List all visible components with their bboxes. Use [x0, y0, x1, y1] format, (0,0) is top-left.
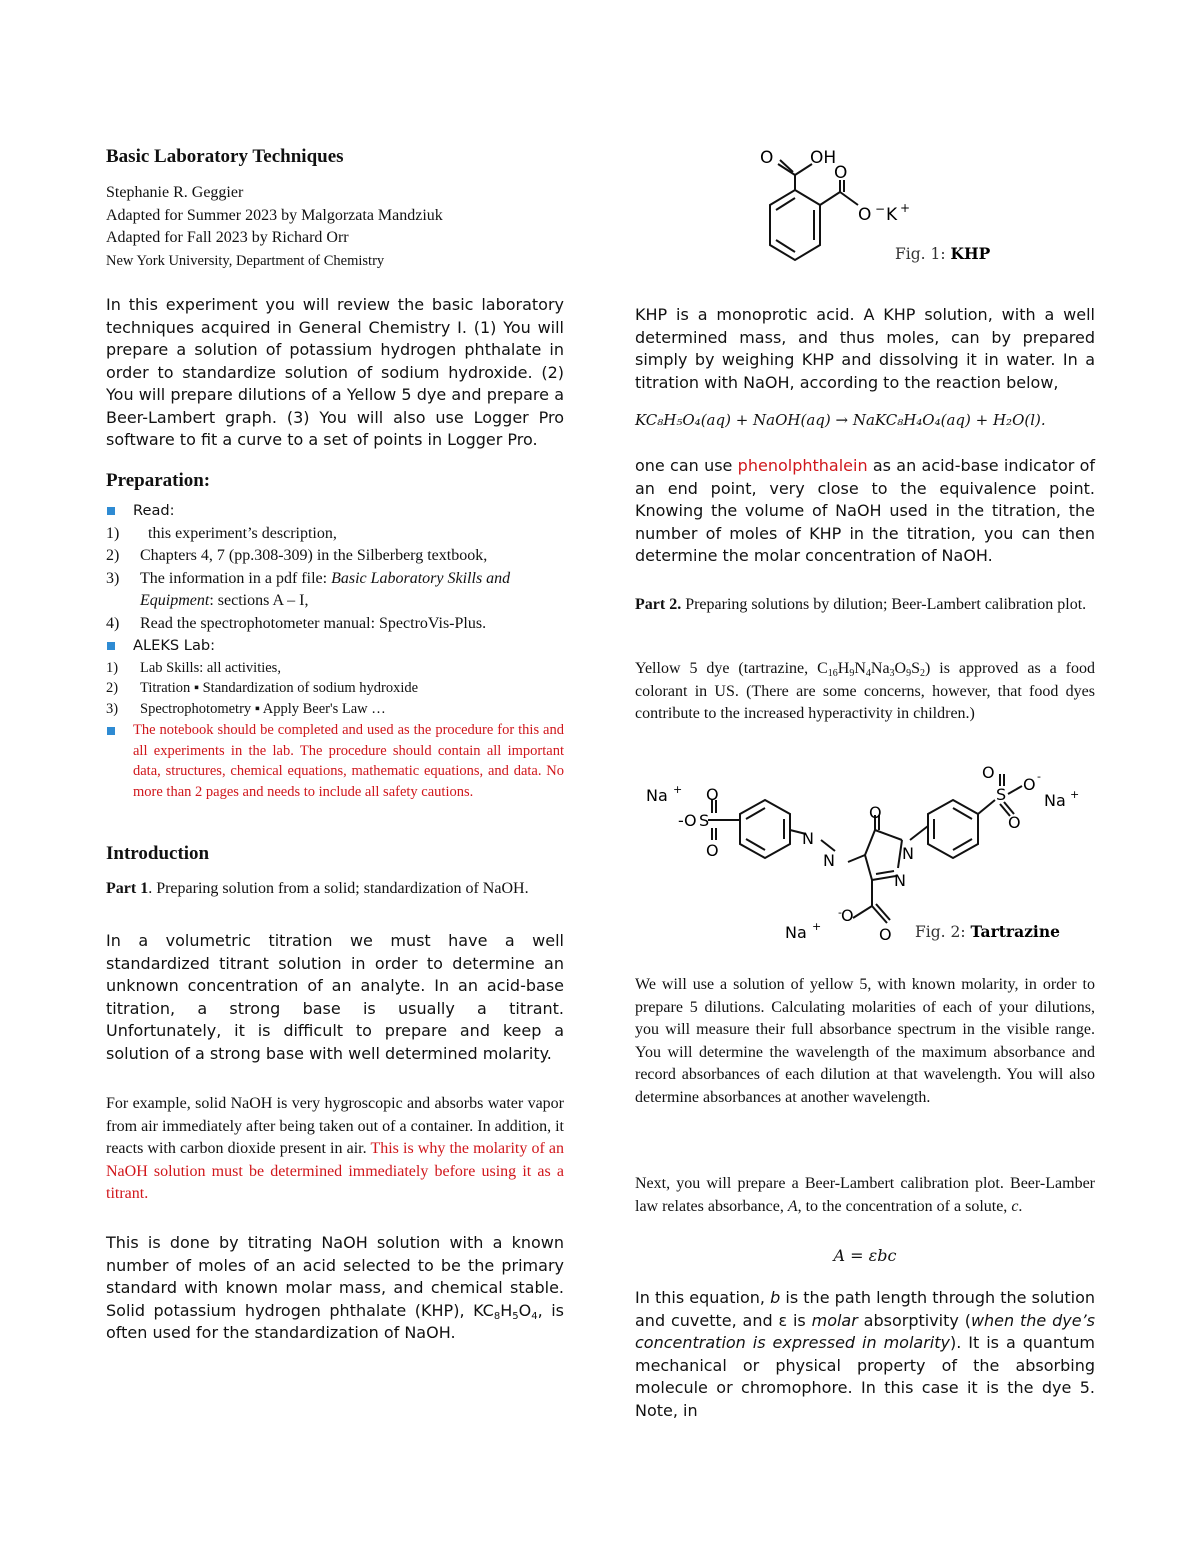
list-item: 2) Titration ▪ Standardization of sodium hydroxide [106, 680, 419, 697]
atom-label: N [902, 844, 914, 863]
svg-text:+: + [673, 783, 683, 796]
square-bullet-icon [107, 507, 115, 515]
atom-label: S [996, 785, 1007, 804]
paragraph: This is done by titrating NaOH solution with a known number of moles of an acid selected to be the primary standard with known molar mass, and chemical stable. Solid potassium hydrogen phthalate (KHP), $KC_8H_5O_4$, is often used for the standardization of NaOH. [106, 1233, 565, 1342]
part1-heading: Part 1. Preparing solution from a solid; standardization of NaOH. [106, 880, 529, 897]
atom-label: O [706, 841, 719, 860]
atom-label: O [879, 925, 892, 944]
khp-reaction-equation: KC₈H₅O₄(aq) + NaOH(aq) → NaKC₈H₄O₄(aq) + H₂O(l). [635, 411, 1046, 429]
list-item: 3) The information in a pdf file: Basic Laboratory Skills and Equipment: sections A – I, [106, 569, 511, 610]
atom-label: N [802, 829, 814, 848]
square-bullet-icon [107, 642, 115, 650]
svg-text:+: + [900, 201, 911, 215]
notebook-note: The notebook should be completed and used as the procedure for this and all experiments in the lab. The procedure should contain all important data, structures, chemical equations, mathematic equations, and data. No more than 2 pages and needs to include all safety cautions. [106, 720, 564, 802]
atom-label: O [684, 811, 697, 830]
atom-label: O [834, 163, 848, 183]
atom-label: K [886, 205, 898, 225]
paragraph: In this equation, b is the path length through the solution and cuvette, and ε is molar absorptivity (when the dye’s concentration is expressed in molarity). It is a quantum mechanical or physical property of the absorbing molecule or chromophore. In this case it is the dye 5. Note, in [635, 1288, 1096, 1420]
read-bullet: Read: [106, 500, 564, 523]
atom-label: O [760, 148, 774, 168]
atom-label: O [1008, 813, 1021, 832]
atom-label: O [1023, 775, 1036, 794]
department: New York University, Department of Chemistry [106, 252, 385, 269]
intro-paragraph: In this experiment you will review the basic laboratory techniques acquired in General Chemistry I. (1) You will prepare a solution of potassium hydrogen phthalate in order to standardize solution of sodium hydroxide. (2) You will prepare dilutions of a Yellow 5 dye and prepare a Beer-Lambert graph. (3) You will also use Logger Pro software to fit a curve to a set of points in Logger Pro. [106, 295, 564, 449]
svg-text:+: + [1070, 788, 1080, 801]
paragraph: Yellow 5 dye (tartrazine, $C_{16}H_9N_4Na_3O_9S_2$) is approved as a food colorant in US. (There are some concerns, however, that food dyes contribute to the increased hyperactivity in children.) [635, 660, 1096, 722]
figure-2-caption: Fig. 2: Tartrazine [915, 922, 1060, 941]
svg-text:-: - [838, 906, 842, 919]
paragraph: In a volumetric titration we must have a well standardized titrant solution in order to determine an unknown concentration of an analyte. In an acid-base titration, a strong base is usually a titrant. Unfortunately, it is difficult to prepare and keep a solution of a strong base with well determined molarity. [106, 931, 564, 1063]
author-block [106, 182, 443, 272]
atom-label: O [841, 906, 854, 925]
square-bullet-icon [107, 727, 115, 735]
atom-label: OH [810, 148, 837, 168]
figure-tartrazine [640, 758, 1100, 948]
figure-1-caption: Fig. 1: KHP [895, 244, 991, 263]
atom-label: S [699, 811, 710, 830]
author: Stephanie R. Geggier [106, 184, 244, 201]
figure-khp [740, 140, 1040, 290]
atom-label: O [706, 785, 719, 804]
preparation-list [106, 500, 564, 803]
adapted-line-1: Adapted for Summer 2023 by Malgorzata Mandziuk [106, 206, 443, 224]
atom-label: N [894, 871, 906, 890]
list-item: 2) Chapters 4, 7 (pp.308-309) in the Silberberg textbook, [106, 547, 488, 565]
atom-label: Na [785, 923, 807, 942]
khp-structure [740, 140, 1040, 290]
aleks-bullet: ALEKS Lab: [106, 635, 564, 658]
list-item: 3) Spectrophotometry ▪ Apply Beer's Law … [106, 700, 386, 717]
paragraph: one can use phenolphthalein as an acid-base indicator of an end point, very close to the equivalence point. Knowing the volume of NaOH used in the titration, the number of moles of KHP in the titration, you can then determine the molar concentration of NaOH. [635, 456, 1096, 565]
atom-label: N [823, 851, 835, 870]
list-item: 1) this experiment’s description, [106, 524, 337, 542]
preparation-heading: Preparation: [106, 470, 211, 491]
svg-text:+: + [812, 920, 822, 933]
atom-label: Na [1044, 791, 1066, 810]
adapted-line-2: Adapted for Fall 2023 by Richard Orr [106, 229, 349, 246]
atom-label: O [858, 205, 872, 225]
paragraph: KHP is a monoprotic acid. A KHP solution, with a well determined mass, and thus moles, can by prepared simply by weighing KHP and dissolving it in water. In a titration with NaOH, according to the reaction below, [635, 305, 1095, 392]
list-item: 4) Read the spectrophotometer manual: SpectroVis-Plus. [106, 614, 487, 632]
page-title: Basic Laboratory Techniques [106, 146, 344, 167]
introduction-heading: Introduction [106, 843, 210, 864]
beer-lambert-equation: A = εbc [833, 1246, 897, 1265]
tartrazine-structure [640, 758, 1100, 948]
list-item: 1) Lab Skills: all activities, [106, 659, 281, 676]
atom-label: O [982, 763, 995, 782]
atom-label: Na [646, 786, 668, 805]
paragraph: Next, you will prepare a Beer-Lambert calibration plot. Beer-Lamber law relates absorbance, A, to the concentration of a solute, c. [635, 1175, 1095, 1215]
paragraph: We will use a solution of yellow 5, with known molarity, in order to prepare 5 dilutions. Calculating molarities of each of your dilutions, you will measure their full absorbance spectrum in the visible range. You will determine the wavelength of the maximum absorbance and record absorbances of each dilution at that wavelength. You will also determine absorbances at another wavelength. [635, 976, 1095, 1106]
svg-text:-: - [678, 811, 684, 830]
svg-text:−: − [875, 202, 886, 216]
part2-heading: Part 2. Preparing solutions by dilution; Beer-Lambert calibration plot. [635, 596, 1087, 613]
svg-text:-: - [1037, 770, 1041, 783]
atom-label: O [869, 803, 882, 822]
paragraph: For example, solid NaOH is very hygroscopic and absorbs water vapor from air immediately after being taken out of a container. In addition, it reacts with carbon dioxide present in air. This is why the molarity of an NaOH solution must be determined immediately before using it as a titrant. [106, 1095, 565, 1202]
